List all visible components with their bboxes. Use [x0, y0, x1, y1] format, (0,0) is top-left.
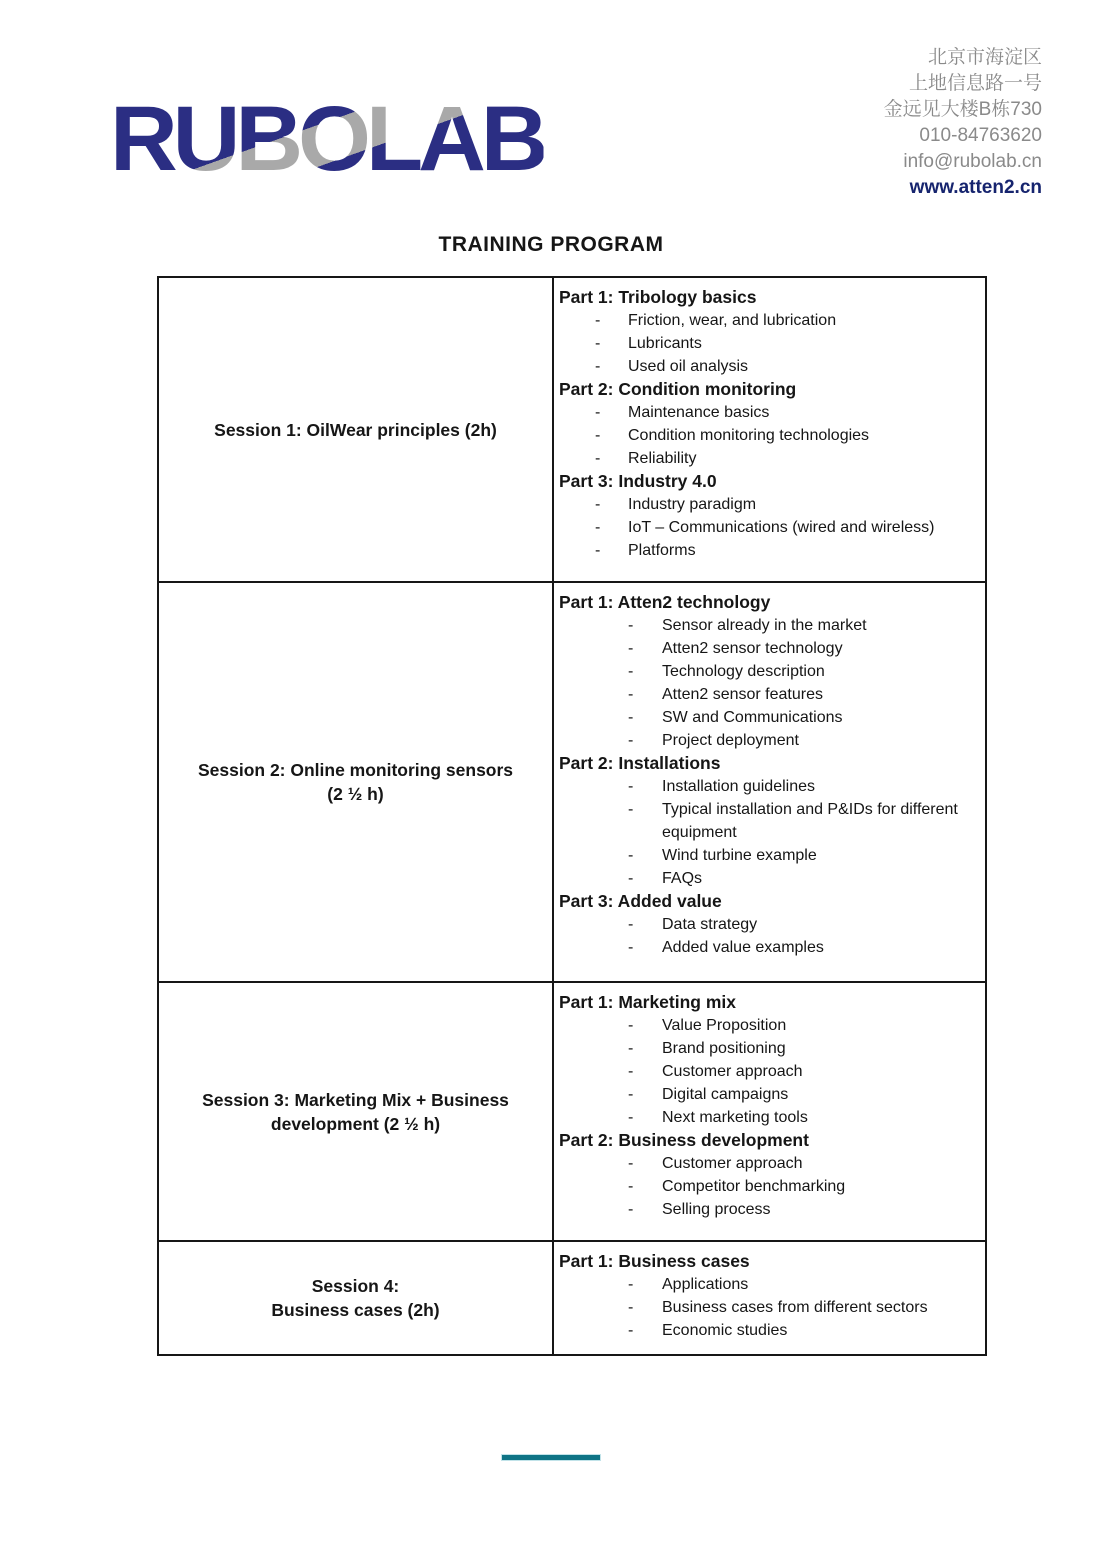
topic-list — [559, 493, 977, 562]
session-title-cell — [158, 277, 553, 582]
topic-item: - Used oil analysis — [559, 355, 977, 378]
topic-item: - Reliability — [559, 447, 977, 470]
topic-list — [559, 401, 977, 470]
session-row — [158, 277, 986, 582]
session-content-cell — [553, 277, 986, 582]
topic-item: - Condition monitoring technologies — [559, 424, 977, 447]
session-title-line: development (2 ½ h) — [270, 1113, 441, 1134]
session-title-cell — [158, 582, 553, 982]
topic-item: - Competitor benchmarking — [559, 1175, 977, 1198]
topic-item: - Customer approach — [559, 1060, 977, 1083]
part-heading: Part 1: Atten2 technology — [559, 592, 771, 612]
topic-item: - Technology description — [559, 660, 977, 683]
session-title-line: Session 1: OilWear principles (2h) — [214, 419, 497, 440]
part-heading: Part 2: Installations — [559, 753, 721, 773]
part-heading: Part 1: Marketing mix — [559, 992, 736, 1012]
session-title-line: Business cases (2h) — [271, 1300, 440, 1320]
session-content-cell — [553, 582, 986, 982]
part-heading: Part 1: Business cases — [559, 1251, 750, 1271]
contact-line: 金远见大楼B栋730 — [883, 99, 1042, 120]
topic-item: - Atten2 sensor technology — [559, 637, 977, 660]
part-heading: Part 1: Tribology basics — [559, 287, 757, 307]
session-title-line: Session 4: — [311, 1276, 400, 1296]
session-content-cell — [553, 1241, 986, 1355]
topic-item: - Data strategy — [559, 913, 977, 936]
part-heading: Part 3: Added value — [559, 891, 722, 911]
topic-item: - Value Proposition — [559, 1014, 977, 1037]
topic-item: - Business cases from different sectors — [559, 1296, 977, 1319]
session-title-cell — [158, 1241, 553, 1355]
topic-list — [559, 1014, 977, 1129]
topic-item: - SW and Communications — [559, 706, 977, 729]
topic-item: - Typical installation and P&IDs for different equipment — [559, 798, 977, 844]
contact-line: 北京市海淀区 — [927, 47, 1042, 68]
contact-block — [884, 45, 1042, 201]
topic-list — [559, 1152, 977, 1221]
topic-list — [559, 775, 977, 890]
session-row — [158, 582, 986, 982]
company-logo: RUBOLAB — [110, 88, 544, 190]
topic-item: - Industry paradigm — [559, 493, 977, 516]
website-line: www.atten2.cn — [909, 177, 1042, 198]
footer-divider-line — [502, 1455, 600, 1460]
topic-item: - Project deployment — [559, 729, 977, 752]
session-title-cell — [158, 982, 553, 1241]
topic-item: - Selling process — [559, 1198, 977, 1221]
topic-item: - Maintenance basics — [559, 401, 977, 424]
topic-item: - Added value examples — [559, 936, 977, 959]
topic-item: - Installation guidelines — [559, 775, 977, 798]
topic-item: - Lubricants — [559, 332, 977, 355]
topic-item: - Next marketing tools — [559, 1106, 977, 1129]
contact-lines — [884, 45, 1042, 175]
topic-item: - FAQs — [559, 867, 977, 890]
topic-item: - Economic studies — [559, 1319, 977, 1342]
session-title-line: Session 2: Online monitoring sensors — [197, 760, 514, 780]
contact-line: 上地信息路一号 — [908, 73, 1042, 94]
topic-item: - Wind turbine example — [559, 844, 977, 867]
session-row — [158, 1241, 986, 1355]
topic-item: - Digital campaigns — [559, 1083, 977, 1106]
topic-item: - Platforms — [559, 539, 977, 562]
training-program-table — [157, 276, 987, 1356]
topic-item: - Customer approach — [559, 1152, 977, 1175]
part-heading: Part 2: Condition monitoring — [559, 379, 797, 399]
topic-list — [559, 614, 977, 752]
topic-item: - Friction, wear, and lubrication — [559, 309, 977, 332]
topic-item: - Brand positioning — [559, 1037, 977, 1060]
topic-item: - Atten2 sensor features — [559, 683, 977, 706]
part-heading: Part 3: Industry 4.0 — [559, 471, 717, 491]
part-heading: Part 2: Business development — [559, 1130, 809, 1150]
page-title: TRAINING PROGRAM — [438, 233, 664, 256]
contact-line: 010-84763620 — [919, 125, 1042, 146]
contact-line: info@rubolab.cn — [903, 151, 1042, 172]
topic-list — [559, 913, 977, 959]
session-title-line: (2 ½ h) — [327, 784, 384, 804]
session-row — [158, 982, 986, 1241]
session-content-cell — [553, 982, 986, 1241]
topic-item: - Sensor already in the market — [559, 614, 977, 637]
topic-item: - IoT – Communications (wired and wireless) — [559, 516, 977, 539]
topic-item: - Applications — [559, 1273, 977, 1296]
topic-list — [559, 309, 977, 378]
session-title-line: Session 3: Marketing Mix + Business — [202, 1089, 509, 1110]
topic-list — [559, 1273, 977, 1342]
